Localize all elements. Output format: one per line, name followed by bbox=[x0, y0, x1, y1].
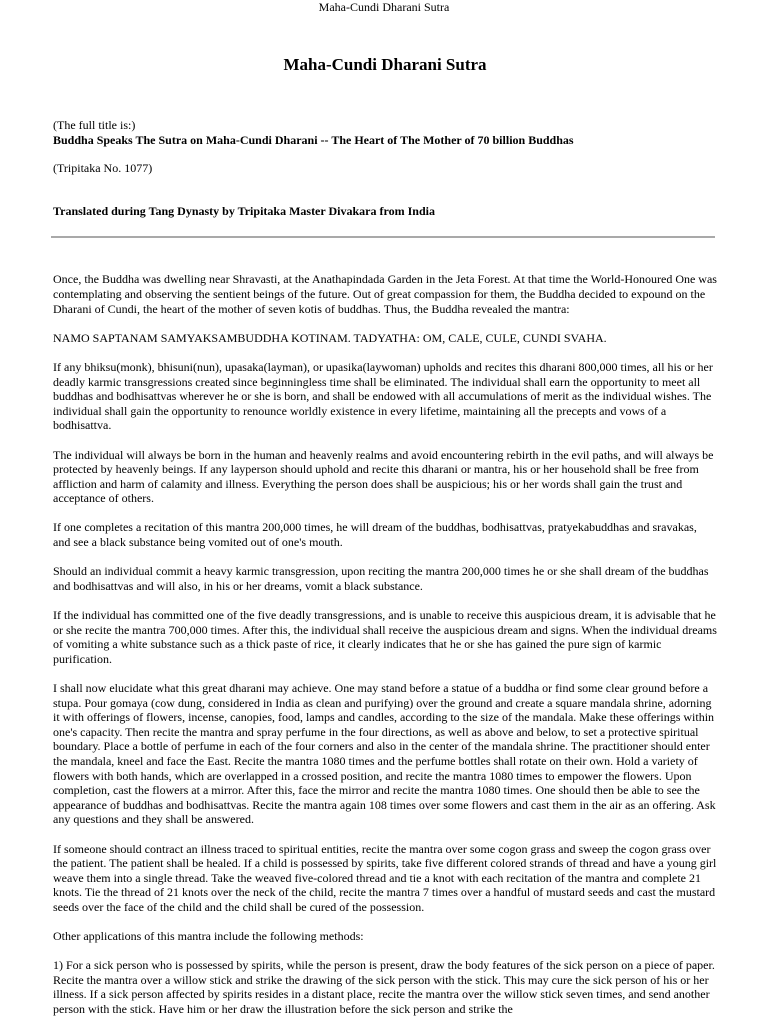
paragraph-intro: Once, the Buddha was dwelling near Shravasti, at the Anathapindada Garden in the Jeta Forest. At that time the World-Honoured One was contemplating and observing the sentient beings of the future. Out of great compassion for them, the Buddha decided to expound on the Dharani of Cundi, the heart of the mother of seven kotis of buddhas. Thus, the Buddha revealed the mantra: bbox=[53, 272, 717, 316]
paragraph-mantra: NAMO SAPTANAM SAMYAKSAMBUDDHA KOTINAM. TADYATHA: OM, CALE, CULE, CUNDI SVAHA. bbox=[53, 330, 607, 345]
paragraph-other-applications: Other applications of this mantra include the following methods: bbox=[53, 929, 364, 944]
paragraph-200000-recitation: If one completes a recitation of this mantra 200,000 times, he will dream of the buddhas, bodhisattvas, pratyekabuddhas and sravakas, and see a black substance being vomited out of one's mouth. bbox=[53, 520, 697, 550]
paragraph-illness: If someone should contract an illness traced to spiritual entities, recite the mantra over some cogon grass and sweep the cogon grass over the patient. The patient shall be healed. If a child is possessed by spirits, take five different colored strands of thread and have a young girl weave them into a single thread. Take the weaved five-colored thread and tie a knot with each recitation of the mantra and complete 21 knots. Tie the thread of 21 knots over the neck of the child, recite the mantra 7 times over a handful of mustard seeds and cast the mustard seeds over the face of the child and the child shall be cured of the possession. bbox=[53, 841, 717, 914]
full-title-label: (The full title is:) bbox=[53, 118, 136, 132]
horizontal-divider bbox=[51, 236, 715, 238]
page-title: Maha-Cundi Dharani Sutra bbox=[283, 55, 487, 74]
full-title: Buddha Speaks The Sutra on Maha-Cundi Dharani -- The Heart of The Mother of 70 billion Buddhas bbox=[53, 132, 574, 147]
translator-credit: Translated during Tang Dynasty by Tripitaka Master Divakara from India bbox=[53, 203, 435, 218]
paragraph-protection: The individual will always be born in the human and heavenly realms and avoid encountering rebirth in the evil paths, and will always be protected by heavenly beings. If any layperson should uphold and recite this dharani or mantra, his or her household shall be free from affliction and harm of calamity and illness. Everything the person does shall be auspicious; his or her words shall gain the trust and acceptance of others. bbox=[53, 447, 714, 506]
tripitaka-number: (Tripitaka No. 1077) bbox=[53, 161, 153, 176]
paragraph-recitation-merit: If any bhiksu(monk), bhisuni(nun), upasaka(layman), or upasika(laywoman) upholds and recites this dharani 800,000 times, all his or her deadly karmic transgressions created since beginningless time shall be eliminated. The individual shall earn the opportunity to meet all buddhas and bodhisattvas wherever he or she is born, and shall be endowed with all accumulations of merit as the individual wishes. The individual shall gain the opportunity to renounce worldly existence in every lifetime, maintaining all the precepts and vows of a bodhisattva. bbox=[53, 359, 713, 433]
paragraph-deadly-transgressions: If the individual has committed one of the five deadly transgressions, and is unable to receive this auspicious dream, it is advisable that he or she recite the mantra 700,000 times. After this, the individual shall receive the auspicious dream and signs. When the individual dreams of vomiting a white substance such as a thick paste of rice, it clearly indicates that he or she has gained the pure sign of karmic purification. bbox=[53, 608, 717, 666]
sutra-text bbox=[53, 272, 717, 1016]
paragraph-method-1: 1) For a sick person who is possessed by spirits, while the person is present, draw the body features of the sick person on a piece of paper. Recite the mantra over a willow stick and strike the drawing of the sick person with the stick. This may cure the sick person of his or her illness. If a sick person affected by spirits resides in a distant place, recite the mantra over the willow stick seven times, and send another person with the stick. Have him or her draw the illustration before the sick person and strike the bbox=[53, 958, 715, 1017]
running-header: Maha-Cundi Dharani Sutra bbox=[318, 0, 450, 14]
document-body bbox=[53, 54, 717, 1031]
paragraph-heavy-transgression: Should an individual commit a heavy karmic transgression, upon reciting the mantra 200,000 times he or she shall dream of the buddhas and bodhisattvas and will also, in his or her dreams, vomit a black substance. bbox=[53, 564, 709, 593]
paragraph-mandala: I shall now elucidate what this great dharani may achieve. One may stand before a statue of a buddha or find some clear ground before a stupa. Pour gomaya (cow dung, considered in India as clean and purifying) over the ground and create a square mandala shrine, adorning it with offerings of flowers, incense, canopies, food, lamps and candles, according to the size of the mandala. Make these offerings within one's capacity. Then recite the mantra and spray perfume in the four directions, as well as above and below, to set a protective spiritual boundary. Place a bottle of perfume in each of the four corners and also in the center of the mandala shrine. The practitioner should enter the mandala, kneel and face the East. Recite the mantra 1080 times and the perfume bottles shall rotate on their own. Hold a variety of flowers with both hands, which are overlapped in a crossed position, and recite the mantra 1080 times to empower the flowers. Upon completion, cast the flowers at a mirror. After this, face the mirror and recite the mantra 1080 times. One should then be able to see the appearance of buddhas and bodhisattvas. Recite the mantra again 108 times over some flowers and cast them in the air as an offering. Ask any questions and they shall be answered. bbox=[53, 681, 716, 827]
